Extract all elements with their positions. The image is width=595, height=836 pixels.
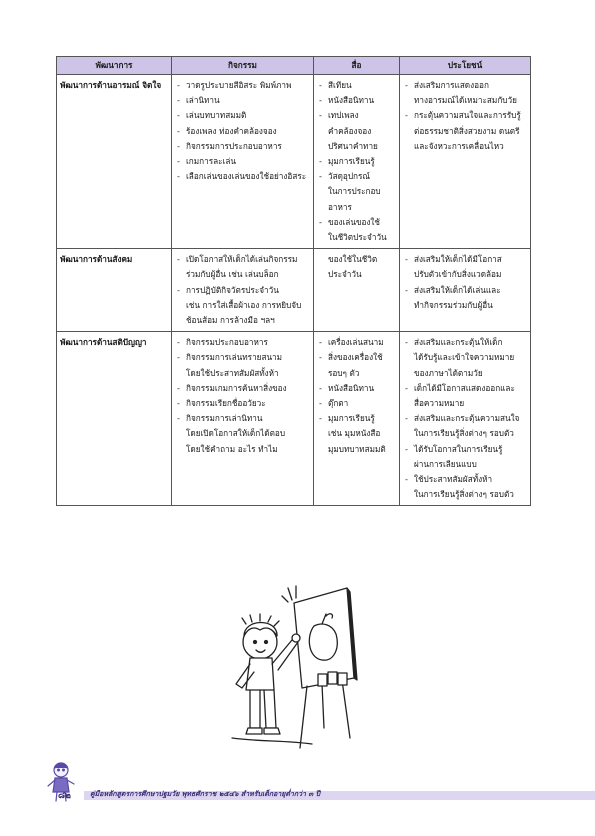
list-item: - มุมการเรียนรู้: [319, 413, 375, 424]
list-item-text: มุมการเรียนรู้: [328, 413, 375, 424]
list-item: - หนังสือนิทาน: [319, 382, 375, 393]
list-item-text: เครื่องเล่นสนาม: [328, 337, 384, 348]
list-item-text: ทำกิจกรรมร่วมกับผู้อื่น: [414, 299, 493, 310]
list-item-text: ใช้ประสาทสัมผัสทั้งห้า: [414, 474, 493, 485]
development-cell: พัฒนาการด้านอารมณ์ จิตใจ: [57, 75, 172, 249]
list-item-text: วัสดุอุปกรณ์: [328, 171, 370, 182]
list-item-text: และจังหวะการเคลื่อนไหว: [414, 140, 504, 151]
list-item: - เครื่องเล่นสนาม: [319, 337, 384, 348]
list-item-text: กิจกรรมประกอบอาหาร: [186, 337, 268, 348]
list-item-text: ส่งเสริมให้เด็กได้มีโอกาส: [414, 254, 502, 265]
benefits-cell: [400, 332, 531, 506]
list-item: - เล่านิทาน: [177, 95, 220, 106]
list-item-text: หนังสือนิทาน: [328, 382, 375, 393]
list-item-text: ในการประกอบ: [328, 186, 381, 197]
list-item-text: ในการเรียนรู้สิ่งต่างๆ รอบตัว: [414, 489, 514, 500]
activities-cell: [172, 75, 314, 249]
list-item-text: หนังสือนิทาน: [328, 95, 375, 106]
list-item-text: คำคล้องจอง: [328, 125, 372, 136]
list-item-text: ได้รับโอกาสในการเรียนรู้: [414, 443, 503, 454]
list-item: - เด็กได้มีโอกาสแสดงออกและ: [405, 382, 515, 393]
activities-list: [176, 335, 310, 457]
list-item: - สีเทียน: [319, 80, 352, 90]
list-item-text: ร่วมกับผู้อื่น เช่น เล่นบล็อก: [186, 269, 279, 280]
list-item-text: เล่นบทบาทสมมติ: [186, 110, 247, 121]
list-item: [318, 230, 396, 245]
list-item: - ส่งเสริมให้เด็กได้มีโอกาส: [405, 254, 502, 265]
child-painting-illustration: [222, 578, 382, 753]
media-list: [318, 252, 396, 282]
list-item: - มุมการเรียนรู้: [319, 156, 375, 167]
list-item: [404, 487, 527, 502]
list-item: - กิจกรรมเรียกชื่ออวัยวะ: [177, 398, 266, 409]
list-item-text: เด็กได้มีโอกาสแสดงออกและ: [414, 382, 515, 393]
list-item-text: โดยใช้คำถาม อะไร ทำไม: [186, 443, 278, 454]
list-item: - ส่งเสริมและกระตุ้นความสนใจ: [405, 413, 520, 424]
list-item-text: สื่อความหมาย: [414, 398, 465, 409]
list-item-text: ปริศนาคำทาย: [328, 140, 378, 151]
list-item: - ของเล่นของใช้: [319, 216, 380, 227]
list-item: - ส่งเสริมและกระตุ้นให้เด็ก: [405, 337, 503, 348]
list-item-text: ของใช้ในชีวิต: [328, 254, 378, 265]
list-item: - ตุ๊กตา: [319, 398, 349, 409]
list-item: [318, 139, 396, 154]
list-item: [176, 366, 310, 381]
activities-cell: [172, 332, 314, 506]
media-list: [318, 335, 396, 457]
list-item-text: ได้รับรู้และเข้าใจความหมาย: [414, 352, 515, 363]
list-item-text: ต่อธรรมชาติสิ่งสวยงาม ดนตรี: [414, 125, 520, 136]
list-item-text: มุมการเรียนรู้: [328, 156, 375, 167]
development-activities-table: [56, 56, 531, 506]
activities-cell: [172, 249, 314, 332]
development-cell: พัฒนาการด้านสติปัญญา: [57, 332, 172, 506]
list-item-text: เช่น การใส่เสื้อผ้าเอง การหยิบจับ: [186, 299, 302, 310]
development-cell: พัฒนาการด้านสังคม: [57, 249, 172, 332]
list-item-text: ตุ๊กตา: [328, 398, 349, 409]
list-item: - เทปเพลง: [319, 110, 359, 121]
list-item: [404, 457, 527, 472]
list-item-text: รอบๆ ตัว: [328, 367, 360, 378]
list-item-text: สีเทียน: [328, 80, 352, 90]
list-item-text: เกมการละเล่น: [186, 156, 236, 167]
list-item-text: อาหาร: [328, 201, 352, 212]
list-item: - การปฏิบัติกิจวัตรประจำวัน: [177, 284, 279, 295]
list-item: - เล่นบทบาทสมมติ: [177, 110, 247, 121]
list-item-text: กิจกรรมเกมการค้นหาสิ่งของ: [186, 382, 287, 393]
activities-list: [176, 252, 310, 328]
list-item-text: ส่งเสริมการแสดงออก: [414, 80, 489, 90]
list-item: [404, 350, 527, 365]
list-item-text: ปรับตัวเข้ากับสิ่งแวดล้อม: [414, 269, 502, 280]
list-item: [404, 124, 527, 139]
list-item-text: โดยใช้ประสาทสัมผัสทั้งห้า: [186, 367, 279, 378]
list-item: [404, 93, 527, 108]
list-item: - ใช้ประสาทสัมผัสทั้งห้า: [405, 474, 493, 485]
list-item-text: ในชีวิตประจำวัน: [328, 232, 387, 243]
list-item-text: ประจำวัน: [328, 269, 362, 280]
list-item-text: ในการเรียนรู้สิ่งต่างๆ รอบตัว: [414, 428, 514, 439]
list-item: [318, 124, 396, 139]
media-list: [318, 78, 396, 245]
benefits-cell: [400, 249, 531, 332]
media-cell: [314, 75, 400, 249]
list-item: - กิจกรรมการประกอบอาหาร: [177, 140, 282, 151]
table-row: [57, 75, 531, 249]
list-item: [176, 313, 310, 328]
list-item: - กิจกรรมประกอบอาหาร: [177, 337, 268, 348]
header-development: พัฒนาการ: [57, 57, 172, 75]
page-number: ๘๒: [58, 791, 71, 801]
list-item: [404, 426, 527, 441]
list-item: - เกมการละเล่น: [177, 156, 236, 167]
list-item-text: การปฏิบัติกิจวัตรประจำวัน: [186, 284, 279, 295]
list-item-text: กระตุ้นความสนใจและการรับรู้: [414, 110, 521, 121]
table-row: [57, 249, 531, 332]
list-item-text: ส่งเสริมให้เด็กได้เล่นและ: [414, 284, 501, 295]
list-item: [404, 139, 527, 154]
list-item: [176, 442, 310, 457]
list-item-text: ผ่านการเลียนแบบ: [414, 458, 477, 469]
list-item-text: ช้อนส้อม การล้างมือ ฯลฯ: [186, 315, 275, 326]
list-item: [176, 298, 310, 313]
benefits-list: [404, 78, 527, 154]
list-item: - ส่งเสริมให้เด็กได้เล่นและ: [405, 284, 501, 295]
list-item: [318, 184, 396, 199]
header-benefits: ประโยชน์: [400, 57, 531, 75]
list-item: [404, 298, 527, 313]
list-item: - วัสดุอุปกรณ์: [319, 171, 370, 182]
list-item: [318, 200, 396, 215]
media-cell: [314, 332, 400, 506]
list-item-text: กิจกรรมการเล่นทรายสนาม: [186, 352, 283, 363]
list-item: [176, 267, 310, 282]
header-activities: กิจกรรม: [172, 57, 314, 75]
list-item: [318, 442, 396, 457]
list-item-text: เล่านิทาน: [186, 95, 220, 106]
list-item: - สิ่งของเครื่องใช้: [319, 352, 383, 363]
list-item: [404, 267, 527, 282]
list-item-text: เปิดโอกาสให้เด็กได้เล่นกิจกรรม: [186, 254, 298, 265]
list-item: - กิจกรรมการเล่นทรายสนาม: [177, 352, 283, 363]
list-item: - กระตุ้นความสนใจและการรับรู้: [405, 110, 521, 121]
list-item-text: วาดรูประบายสีอิสระ พิมพ์ภาพ: [186, 80, 292, 90]
table-row: [57, 332, 531, 506]
list-item: - ได้รับโอกาสในการเรียนรู้: [405, 443, 503, 454]
header-media: สื่อ: [314, 57, 400, 75]
list-item: [318, 426, 396, 441]
list-item: - ร้องเพลง ท่องคำคล้องจอง: [177, 125, 277, 136]
list-item: [404, 366, 527, 381]
list-item: - เลือกเล่นของเล่นของใช้อย่างอิสระ: [177, 171, 307, 182]
list-item-text: ทางอารมณ์ได้เหมาะสมกับวัย: [414, 95, 517, 106]
list-item: - กิจกรรมเกมการค้นหาสิ่งของ: [177, 382, 287, 393]
benefits-list: [404, 335, 527, 502]
list-item: - กิจกรรมการเล่านิทาน: [177, 413, 263, 424]
list-item: [318, 267, 396, 282]
list-item-text: เลือกเล่นของเล่นของใช้อย่างอิสระ: [186, 171, 307, 182]
list-item-text: กิจกรรมการประกอบอาหาร: [186, 140, 282, 151]
media-cell: [314, 249, 400, 332]
list-item: - หนังสือนิทาน: [319, 95, 375, 106]
list-item-text: เทปเพลง: [328, 110, 359, 121]
list-item-text: สิ่งของเครื่องใช้: [328, 352, 383, 363]
list-item: [318, 366, 396, 381]
footer-text: คู่มือหลักสูตรการศึกษาปฐมวัย พุทธศักราช ๒๕๔๖ สำหรับเด็กอายุต่ำกว่า ๓ ปี: [90, 790, 321, 798]
list-item-text: ส่งเสริมและกระตุ้นความสนใจ: [414, 413, 520, 424]
list-item: - เปิดโอกาสให้เด็กได้เล่นกิจกรรม: [177, 254, 298, 265]
list-item: [404, 396, 527, 411]
list-item-text: เช่น มุมหนังสือ: [328, 428, 381, 439]
list-item: [176, 426, 310, 441]
list-item: [318, 252, 396, 267]
list-item-text: ของเล่นของใช้: [328, 216, 380, 227]
list-item-text: กิจกรรมการเล่านิทาน: [186, 413, 263, 424]
list-item: - ส่งเสริมการแสดงออก: [405, 80, 489, 90]
activities-list: [176, 78, 310, 184]
list-item-text: ส่งเสริมและกระตุ้นให้เด็ก: [414, 337, 503, 348]
benefits-cell: [400, 75, 531, 249]
list-item: - วาดรูประบายสีอิสระ พิมพ์ภาพ: [177, 80, 292, 90]
list-item-text: ของภาษาได้ตามวัย: [414, 367, 483, 378]
list-item-text: ร้องเพลง ท่องคำคล้องจอง: [186, 125, 277, 136]
benefits-list: [404, 252, 527, 313]
list-item-text: โดยเปิดโอกาสให้เด็กได้ตอบ: [186, 428, 286, 439]
list-item-text: กิจกรรมเรียกชื่ออวัยวะ: [186, 398, 266, 409]
table-header-row: [57, 57, 531, 75]
list-item-text: มุมบทบาทสมมติ: [328, 443, 386, 454]
